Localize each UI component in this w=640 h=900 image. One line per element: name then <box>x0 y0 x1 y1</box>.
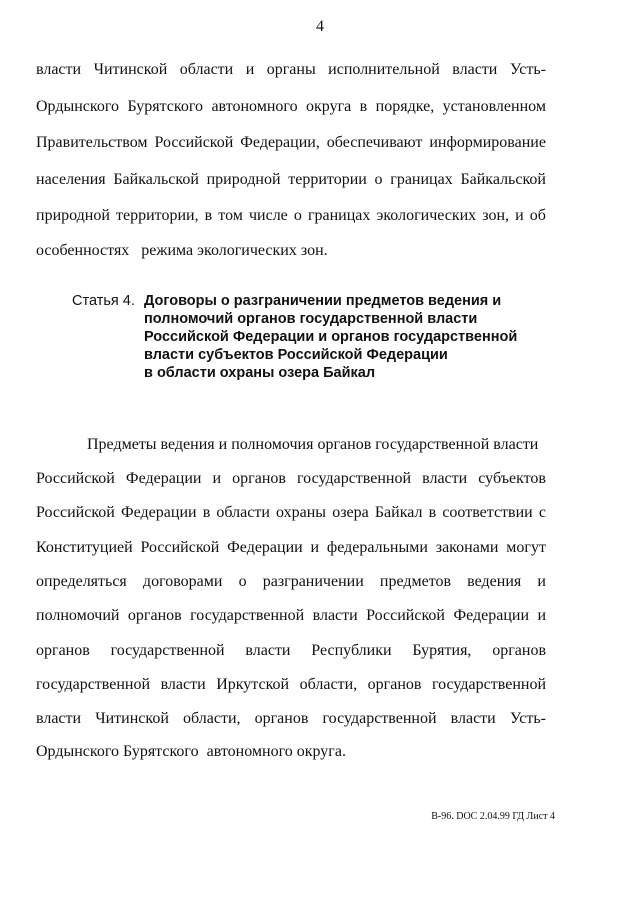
word: Правительством <box>36 134 148 151</box>
word: об <box>529 207 546 224</box>
word: Российской <box>36 504 115 521</box>
word: том <box>218 207 243 224</box>
word: Читинской <box>95 710 169 727</box>
word: договорами <box>142 573 223 590</box>
word: Российской <box>154 134 234 151</box>
word: Бурятского <box>127 98 204 115</box>
word: законами <box>435 539 499 556</box>
word: Федерации <box>125 470 202 487</box>
word: органов <box>254 710 309 727</box>
word: и <box>212 470 222 487</box>
text-line <box>36 675 546 695</box>
word: власти <box>245 642 291 659</box>
text-line <box>36 97 546 117</box>
word: Республики <box>311 642 392 659</box>
word: Читинской <box>93 61 168 78</box>
text-line <box>36 641 546 661</box>
word: информирование <box>429 134 546 151</box>
word: государственной <box>297 470 412 487</box>
word: государственной <box>110 642 225 659</box>
word: и <box>537 607 546 624</box>
word: области <box>216 504 270 521</box>
word: Байкальской <box>460 171 546 188</box>
word: в <box>204 207 213 224</box>
word: исполнительной <box>328 61 440 78</box>
word: населения <box>36 171 106 188</box>
word: государственной <box>190 607 305 624</box>
article-title-line: Российской Федерации и органов государственной <box>144 329 518 345</box>
word: власти <box>160 676 206 693</box>
text-line <box>36 206 546 226</box>
word: власти <box>312 607 358 624</box>
word: власти <box>450 710 496 727</box>
text-line <box>36 469 546 489</box>
word: могут <box>506 539 546 556</box>
word: природной <box>206 171 281 188</box>
word: органов <box>492 642 546 659</box>
word: органов <box>367 676 422 693</box>
word: государственной <box>322 710 437 727</box>
word: территории, <box>116 207 199 224</box>
word: границах <box>307 207 371 224</box>
word: и <box>310 539 320 556</box>
page-number: 4 <box>316 18 324 35</box>
word: власти <box>422 470 468 487</box>
word: охраны <box>276 504 327 521</box>
word: полномочий <box>36 607 120 624</box>
word: числе <box>248 207 288 224</box>
word: Байкал <box>374 504 423 521</box>
word: власти <box>36 710 82 727</box>
word: Федерации, <box>240 134 320 151</box>
article-title-line: в области охраны озера Байкал <box>144 365 376 381</box>
word: ведения <box>467 573 522 590</box>
word: экологических <box>376 207 477 224</box>
article-title-line: полномочий органов государственной власти <box>144 311 478 327</box>
word: округа <box>306 98 352 115</box>
word: Ордынского <box>36 98 120 115</box>
text-line <box>36 503 546 523</box>
word: Федерации <box>227 539 303 556</box>
word: Российской <box>366 607 445 624</box>
word: области, <box>299 676 358 693</box>
word: о <box>238 573 247 590</box>
word: Усть- <box>509 710 546 727</box>
word: разграничении <box>262 573 364 590</box>
text-line <box>36 133 546 153</box>
word: власти <box>452 61 498 78</box>
article-label: Статья 4. <box>72 293 135 309</box>
article-title <box>144 292 517 382</box>
word: о <box>293 207 302 224</box>
word: определяться <box>36 573 127 590</box>
word: Байкальской <box>113 171 199 188</box>
word: государственной <box>36 676 151 693</box>
word: обеспечивают <box>326 134 423 151</box>
word: предметов <box>379 573 452 590</box>
word: Усть- <box>509 61 546 78</box>
word: Конституцией <box>36 539 133 556</box>
text-line: особенностях режима экологических зон. <box>36 242 328 259</box>
text-line <box>36 572 546 592</box>
word: природной <box>36 207 110 224</box>
word: власти <box>36 61 82 78</box>
text-line: Ордынского Бурятского автономного округа. <box>36 743 346 760</box>
word: органов <box>127 607 182 624</box>
word: Иркутской <box>216 676 290 693</box>
word: озера <box>332 504 369 521</box>
word: в <box>359 98 368 115</box>
word: области <box>179 61 234 78</box>
word: федеральными <box>326 539 428 556</box>
word: Федерации <box>453 607 529 624</box>
word: установленном <box>442 98 546 115</box>
word: соответствии <box>442 504 533 521</box>
word: Российской <box>140 539 220 556</box>
word: области, <box>183 710 241 727</box>
article-title-line: Договоры о разграничении предметов ведения и <box>144 293 502 309</box>
word: и <box>245 61 255 78</box>
word: о <box>374 171 383 188</box>
word: государственной <box>431 676 546 693</box>
article-title-line: власти субъектов Российской Федерации <box>144 347 448 363</box>
word: порядке, <box>375 98 435 115</box>
word: и <box>537 573 546 590</box>
word: Российской <box>36 470 115 487</box>
word: и <box>515 207 524 224</box>
word: органов <box>232 470 286 487</box>
text-line <box>36 60 546 80</box>
text-line <box>36 606 546 626</box>
word: органов <box>36 642 90 659</box>
text-line <box>36 709 546 729</box>
footer-reference: В-96. DOC 2.04.99 ГД Лист 4 <box>431 811 555 822</box>
word: субъектов <box>478 470 546 487</box>
word: в <box>428 504 437 521</box>
word: границах <box>390 171 453 188</box>
word: зон, <box>482 207 510 224</box>
word: Бурятия, <box>412 642 472 659</box>
text-line <box>36 538 546 558</box>
word: Федерации <box>121 504 197 521</box>
text-line: Предметы ведения и полномочия органов государственной власти <box>87 436 539 453</box>
text-line <box>36 170 546 190</box>
word: территории <box>288 171 367 188</box>
word: в <box>202 504 211 521</box>
word: органы <box>266 61 316 78</box>
word: автономного <box>211 98 298 115</box>
word: с <box>538 504 546 521</box>
